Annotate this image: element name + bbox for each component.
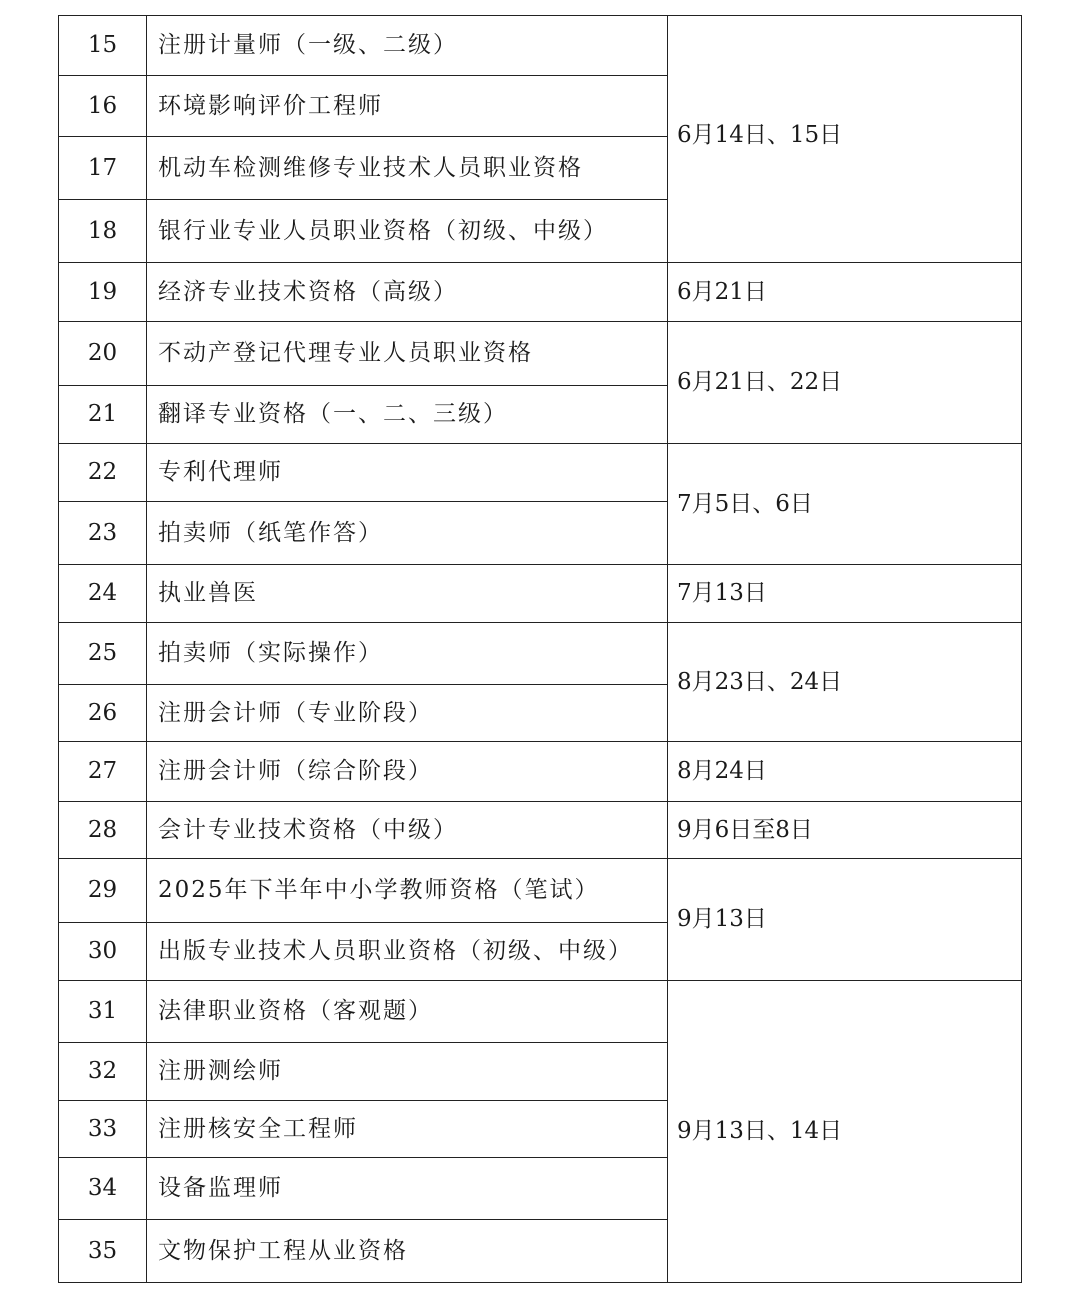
row-number: 19	[59, 263, 147, 322]
table-row	[59, 981, 1022, 1043]
exam-date: 6月21日、22日	[668, 322, 1022, 444]
row-number: 33	[59, 1101, 147, 1158]
exam-date: 6月14日、15日	[668, 16, 1022, 263]
table-row	[59, 623, 1022, 685]
exam-date: 7月5日、6日	[668, 444, 1022, 565]
exam-schedule-table	[58, 15, 1022, 1283]
exam-name: 专利代理师	[147, 444, 668, 502]
table-row	[59, 742, 1022, 802]
table-row	[59, 16, 1022, 76]
row-number: 20	[59, 322, 147, 386]
exam-date: 9月13日	[668, 859, 1022, 981]
exam-name: 注册测绘师	[147, 1043, 668, 1101]
table-row	[59, 859, 1022, 923]
row-number: 35	[59, 1220, 147, 1283]
exam-name: 经济专业技术资格（高级）	[147, 263, 668, 322]
exam-name: 环境影响评价工程师	[147, 76, 668, 137]
exam-name: 出版专业技术人员职业资格（初级、中级）	[147, 923, 668, 981]
exam-name: 拍卖师（实际操作）	[147, 623, 668, 685]
exam-name: 银行业专业人员职业资格（初级、中级）	[147, 200, 668, 263]
exam-name: 注册计量师（一级、二级）	[147, 16, 668, 76]
table-row	[59, 565, 1022, 623]
row-number: 21	[59, 386, 147, 444]
row-number: 34	[59, 1158, 147, 1220]
exam-name: 注册核安全工程师	[147, 1101, 668, 1158]
exam-date: 8月23日、24日	[668, 623, 1022, 742]
exam-name: 机动车检测维修专业技术人员职业资格	[147, 137, 668, 200]
row-number: 29	[59, 859, 147, 923]
exam-name: 文物保护工程从业资格	[147, 1220, 668, 1283]
row-number: 22	[59, 444, 147, 502]
row-number: 24	[59, 565, 147, 623]
row-number: 27	[59, 742, 147, 802]
row-number: 32	[59, 1043, 147, 1101]
row-number: 15	[59, 16, 147, 76]
exam-name: 会计专业技术资格（中级）	[147, 802, 668, 859]
row-number: 17	[59, 137, 147, 200]
exam-date: 8月24日	[668, 742, 1022, 802]
exam-name: 注册会计师（综合阶段）	[147, 742, 668, 802]
exam-date: 9月6日至8日	[668, 802, 1022, 859]
exam-name: 设备监理师	[147, 1158, 668, 1220]
exam-name: 不动产登记代理专业人员职业资格	[147, 322, 668, 386]
row-number: 16	[59, 76, 147, 137]
exam-name: 法律职业资格（客观题）	[147, 981, 668, 1043]
exam-name: 2025年下半年中小学教师资格（笔试）	[147, 859, 668, 923]
exam-name: 翻译专业资格（一、二、三级）	[147, 386, 668, 444]
table-row	[59, 322, 1022, 386]
exam-name: 拍卖师（纸笔作答）	[147, 502, 668, 565]
exam-date: 6月21日	[668, 263, 1022, 322]
row-number: 30	[59, 923, 147, 981]
exam-name: 执业兽医	[147, 565, 668, 623]
table-row	[59, 444, 1022, 502]
row-number: 31	[59, 981, 147, 1043]
row-number: 26	[59, 685, 147, 742]
exam-date: 9月13日、14日	[668, 981, 1022, 1283]
exam-date: 7月13日	[668, 565, 1022, 623]
row-number: 28	[59, 802, 147, 859]
row-number: 18	[59, 200, 147, 263]
table-row	[59, 263, 1022, 322]
exam-name: 注册会计师（专业阶段）	[147, 685, 668, 742]
row-number: 23	[59, 502, 147, 565]
row-number: 25	[59, 623, 147, 685]
table-row	[59, 802, 1022, 859]
